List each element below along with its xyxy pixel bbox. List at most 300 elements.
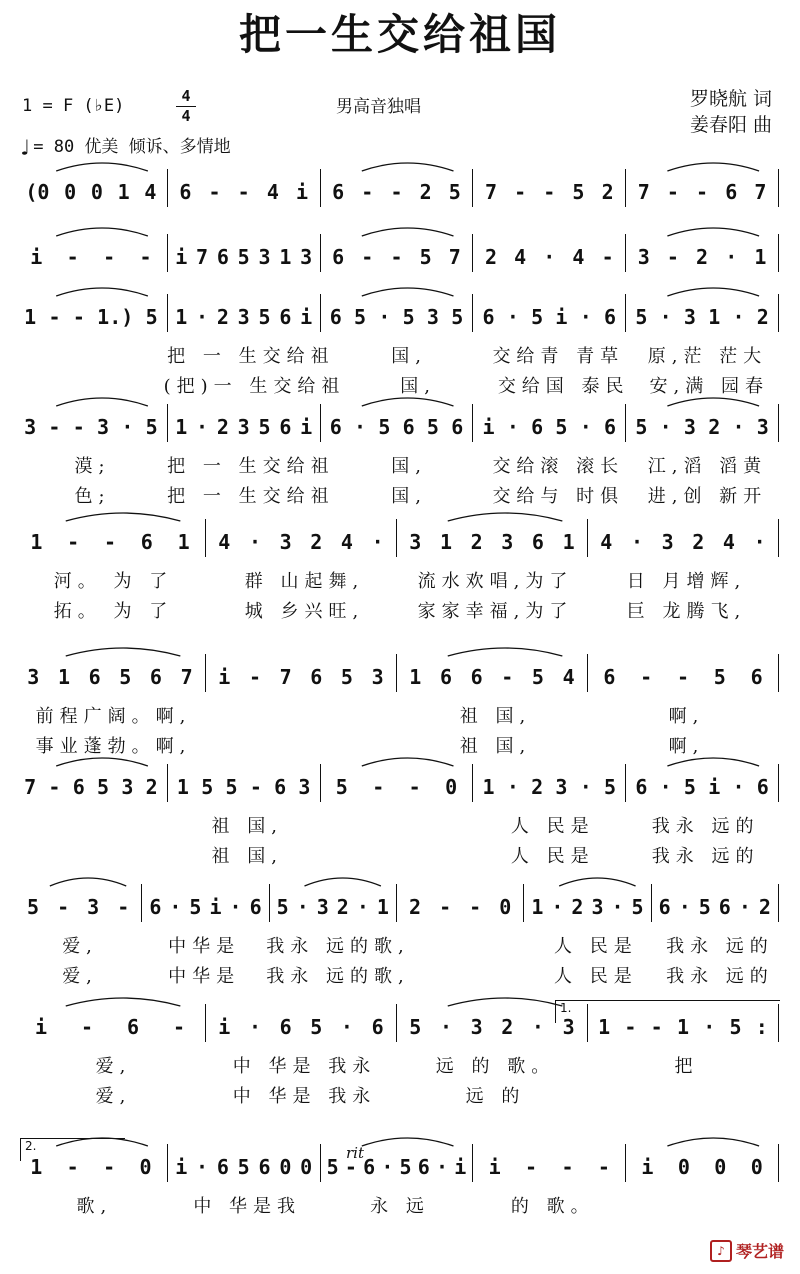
note-token: 0 [445,775,458,799]
bar-line [778,519,779,557]
bar-line [396,654,397,692]
note-token: · [725,245,738,269]
bar-line [205,1004,206,1042]
bar-line [320,764,321,802]
score-system [18,230,782,272]
note-token: 6 [216,245,229,269]
note-token: 5 [97,775,110,799]
lyric-segment: 爱, [95,1056,132,1077]
note-token: - [67,530,80,554]
note-token: 7 [754,180,767,204]
note-token: 5 [698,895,711,919]
note-token: 2 [708,415,721,439]
bar-line [778,884,779,922]
note-token: 6 [126,1015,140,1039]
note-token: 5 [378,415,391,439]
note-token: 5 [419,245,432,269]
note-token: : [755,1015,768,1039]
note-token: - [666,180,679,204]
bar-line [625,764,626,802]
note-token: 5 [237,245,250,269]
measure [273,884,393,922]
note-token: i [30,245,43,269]
note-token: i [175,1155,188,1179]
note-token: i [175,245,188,269]
note-token: 1 [30,1155,43,1179]
lyric-segment: 我永 远的 [651,846,760,867]
note-token: i [641,1155,654,1179]
note-token: · [659,415,672,439]
note-token: 6 [635,775,648,799]
note-token: · [630,530,643,554]
lyric-segment: 远 的 歌。 [435,1056,556,1077]
note-token: 6 [363,1155,376,1179]
lyric-segment: 交给青 青草 [492,346,625,367]
bar-line [141,884,142,922]
notation-line [18,290,782,332]
logo-text: 琴艺谱 [735,1242,784,1261]
note-token: 6 [149,895,162,919]
note-token: 6 [249,895,262,919]
note-token: i [300,305,313,329]
lyric-line [18,597,782,627]
note-token: · [732,775,745,799]
note-token: 5 [409,1015,422,1039]
lyric-segment: 人 民是 [553,966,638,987]
note-token: 1 [708,305,721,329]
note-token: - [501,665,514,689]
note-token: 2 [419,180,432,204]
lyric-segment [209,702,400,732]
bar-line [396,884,397,922]
score-system [18,290,782,402]
note-token: 6 [658,895,671,919]
note-token: - [624,1015,637,1039]
note-token: - [514,180,527,204]
note-token: 3 [562,1015,575,1039]
note-token: - [103,245,116,269]
note-token: 2 [145,775,158,799]
note-token: · [506,415,519,439]
note-token: 5 [189,895,202,919]
note-token: · [753,530,766,554]
note-token: · [732,415,745,439]
note-token: 0 [90,180,103,204]
note-token: 5 [340,665,353,689]
note-token: 1 [754,245,767,269]
bar-line [472,764,473,802]
lyric-line [18,962,782,992]
note-token: 5 [354,305,367,329]
note-token: 2 [692,530,705,554]
bar-line [778,1144,779,1182]
note-token: · [703,1015,716,1039]
note-token: 0 [279,1155,292,1179]
note-token: - [80,1015,94,1039]
bar-line [167,1144,168,1182]
measure [171,404,317,442]
note-token: · [543,245,556,269]
logo-icon: ♪ [710,1240,732,1262]
note-token: 6 [88,665,101,689]
note-token: 5 [326,1155,339,1179]
note-token: 3 [298,775,311,799]
note-token: i [482,415,495,439]
bar-line [320,234,321,272]
bar-line [396,1004,397,1042]
lyric-segment [18,342,167,372]
score-system [18,515,782,627]
measure [324,234,470,272]
note-token: - [139,245,152,269]
lyric-segment: (把)一 生交给祖 [163,376,346,397]
note-token: - [237,180,250,204]
note-token: 0 [750,1155,763,1179]
bar-line [625,404,626,442]
ritardando-mark: rit [346,1144,364,1162]
note-token: 5 [310,1015,323,1039]
lyric-line [18,482,782,512]
score-system [18,1140,782,1222]
bar-line [320,1144,321,1182]
lyric-line [18,1192,782,1222]
note-token: 6 [179,180,192,204]
note-token: · [579,775,592,799]
note-token: 6 [371,1015,384,1039]
note-token: 3 [237,305,250,329]
note-token: · [378,305,391,329]
measure [324,404,470,442]
note-token: - [361,245,374,269]
measure [591,519,775,557]
bar-line [625,294,626,332]
bar-line [269,884,270,922]
lyric-segment: 巨 龙腾飞, [626,601,747,622]
lyric-segment: 我永 远的歌, [266,936,410,957]
note-token: 6 [329,415,342,439]
note-token: - [48,415,61,439]
bar-line [472,234,473,272]
note-token: i [555,305,568,329]
note-token: · [340,1015,353,1039]
lyric-line [18,1052,782,1082]
note-token: 6 [531,530,544,554]
note-token: · [296,895,309,919]
bar-line [625,234,626,272]
note-token: i [209,895,222,919]
measure [629,234,775,272]
note-token: 6 [718,895,731,919]
measure [171,764,317,802]
note-token: - [676,665,690,689]
note-token: 2 [310,530,323,554]
note-token: 1 [376,895,389,919]
note-token: 6 [279,305,292,329]
note-token: 2 [756,305,769,329]
note-token: 5 [276,895,289,919]
lyric-segment: 歌, [76,1196,113,1217]
measure [629,169,775,207]
note-token: 2 [531,775,544,799]
note-token: 2 [758,895,771,919]
note-token: 2 [571,895,584,919]
note-token: 0 [677,1155,690,1179]
note-token: 2 [601,180,614,204]
lyric-segment [18,842,171,872]
lyric-segment: 前程广阔。啊, [35,706,192,727]
note-token: 6 [439,665,452,689]
lyric-segment: 啊, [668,706,705,727]
note-token: - [650,1015,663,1039]
note-token: 2 [409,895,422,919]
score-system [18,400,782,512]
note-token: - [361,180,374,204]
lyric-segment: 爱, [62,966,98,987]
lyric-segment: 原,茫 茫大 [647,346,768,367]
bar-line [205,654,206,692]
note-token: · [506,775,519,799]
note-token: - [117,895,130,919]
measure [145,884,265,922]
note-token: - [543,180,556,204]
measure [171,294,317,332]
note-token: 3 [637,245,650,269]
note-token: 3 [683,305,696,329]
note-token: 0 [300,1155,313,1179]
lyric-line [18,812,782,842]
note-token: - [372,775,385,799]
note-token: - [601,245,614,269]
note-token: - [249,775,262,799]
note-token: 7 [24,775,37,799]
note-token: 0 [139,1155,152,1179]
measure [209,654,393,692]
note-token: 6 [279,1015,292,1039]
note-token: - [696,180,709,204]
bar-line [778,764,779,802]
bar-line [778,169,779,207]
bar-line [205,519,206,557]
lyric-segment: 日 月增辉, [626,571,747,592]
note-token: 1 [176,775,189,799]
note-token: 2 [484,245,497,269]
composer: 姜春阳 曲 [689,114,772,136]
note-token: · [611,895,624,919]
lyric-line [18,452,782,482]
note-token: 5 [604,775,617,799]
note-token: 5 [201,775,214,799]
note-token: - [72,305,85,329]
measure [629,1144,775,1182]
measure [324,764,470,802]
measure [476,169,622,207]
lyric-line [18,372,782,402]
bar-line [320,294,321,332]
measure [209,1004,393,1042]
note-token: 7 [279,665,292,689]
lyric-line [18,732,782,762]
note-token: - [48,305,61,329]
lyric-segment: 中华是 [168,936,241,957]
note-token: (0 [25,180,50,204]
notation-line [18,1140,782,1182]
bar-line [778,294,779,332]
lyric-segment: 中 华是 我永 [232,1086,377,1107]
score-system [18,760,782,872]
note-token: 4 [562,665,575,689]
notation-line [18,760,782,802]
note-token: · [371,530,384,554]
note-token: · [121,415,134,439]
note-token: - [208,180,221,204]
notation-line [18,880,782,922]
measure [209,519,393,557]
bar-line [320,404,321,442]
note-token: 3 [371,665,384,689]
note-token: · [196,415,209,439]
note-token: 5 [713,665,726,689]
score-system [18,650,782,762]
note-token: 3 [555,775,568,799]
note-token: i [218,665,231,689]
measure [171,169,317,207]
note-token: - [103,1155,116,1179]
lyric-segment [18,812,171,842]
lyric-segment: 中华是 [168,966,241,987]
note-token: · [659,775,672,799]
lyric-segment: 交给滚 滚长 [492,456,625,477]
measure [476,1144,622,1182]
note-token: - [172,1015,186,1039]
note-token: 5 [119,665,132,689]
measure [18,884,138,922]
bar-line [587,654,588,692]
lyric-line [18,842,782,872]
note-token: · [229,895,242,919]
bar-line [523,884,524,922]
note-token: 4 [340,530,353,554]
note-token: 6 [604,415,617,439]
notation-line [18,230,782,272]
lyric-segment: 把 一 生交给祖 [167,486,335,507]
note-token: 5 [555,415,568,439]
note-token: 7 [448,245,461,269]
measure [476,294,622,332]
note-token: · [248,1015,261,1039]
note-token: 2 [216,305,229,329]
bar-line [320,169,321,207]
note-token: 6 [417,1155,430,1179]
note-token: 1 [531,895,544,919]
note-token: 5 [27,895,40,919]
voice-type: 男高音独唱 [336,97,421,117]
note-token: 7 [196,245,209,269]
tempo-marking [18,132,231,161]
note-token: · [354,415,367,439]
note-token: 3 [591,895,604,919]
note-token: 1 [279,245,292,269]
note-token: 1 [117,180,130,204]
note-token: · [506,305,519,329]
lyric-segment: 进,创 新开 [647,486,768,507]
note-token: 6 [149,665,162,689]
note-token: 2 [216,415,229,439]
note-token: 5 [237,1155,250,1179]
score-system [18,880,782,992]
note-token: 3 [27,665,40,689]
note-token: 5 [572,180,585,204]
measure [18,234,164,272]
lyric-segment: 国, [400,376,436,397]
note-token: 1 [24,305,37,329]
measure [18,764,164,802]
measure [18,519,202,557]
note-token: 6 [274,775,287,799]
note-token: 4 [266,180,279,204]
note-token: 6 [279,415,292,439]
bar-line [778,654,779,692]
note-token: 1 [562,530,575,554]
note-token: 1 [175,305,188,329]
note-token: 5 [631,895,644,919]
note-token: 5 [258,305,271,329]
note-token: 5 [335,775,348,799]
note-token: 6 [451,415,464,439]
note-token: 3 [97,415,110,439]
meter-top: 4 [181,87,191,105]
note-token: · [579,415,592,439]
lyric-segment: 我永 远的歌, [266,966,410,987]
lyric-segment: 中 华是 我永 [232,1056,377,1077]
lyric-segment: 交给国 泰民 [497,376,630,397]
note-token: · [678,895,691,919]
note-token: 6 [604,305,617,329]
key-signature: 1 = F (♭E) [22,96,125,116]
note-token: - [408,775,421,799]
bar-line [167,764,168,802]
lyric-segment: 流水欢唱,为了 [417,571,574,592]
notation-line [18,400,782,442]
note-token: 1 [482,775,495,799]
note-token: 6 [470,665,483,689]
lyric-segment: 城 乡兴旺, [244,601,365,622]
note-token: 3 [756,415,769,439]
lyric-segment: 我永 远的 [666,936,774,957]
note-token: 5 [635,305,648,329]
note-token: · [531,1015,544,1039]
note-token: 6 [531,415,544,439]
note-token: 6 [332,245,345,269]
note-token: - [525,1155,538,1179]
measure [527,884,647,922]
lyric-segment: 拓。 为 了 [53,601,174,622]
note-token: 4 [600,530,613,554]
note-token: 5 [729,1015,742,1039]
note-token: · [196,1155,209,1179]
note-token: i [454,1155,467,1179]
bar-line [472,169,473,207]
lyric-line [18,342,782,372]
note-token: 3 [501,530,514,554]
meter-bottom: 4 [181,107,191,125]
note-token: 3 [279,530,292,554]
note-token: i [34,1015,48,1039]
measure [18,1004,202,1042]
note-token: · [196,305,209,329]
note-token: 6 [329,305,342,329]
lyric-line [18,932,782,962]
note-token: 6 [258,1155,271,1179]
